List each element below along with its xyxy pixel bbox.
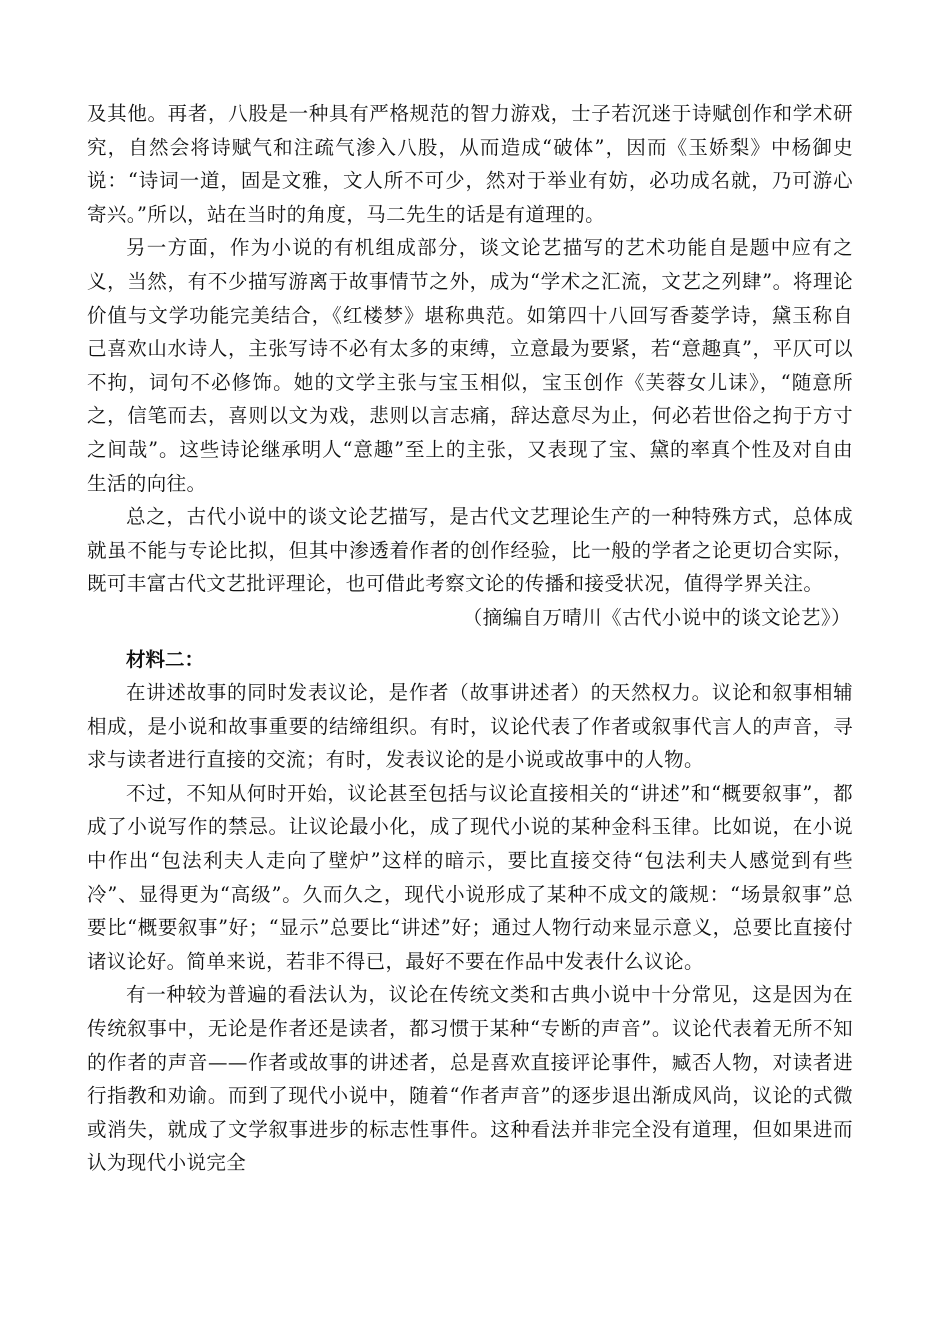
material1-continued-paragraph: 及其他。再者，八股是一种具有严格规范的智力游戏，士子若沉迷于诗赋创作和学术研究，自然会将诗赋气和注疏气渗入八股，从而造成“破体”，因而《玉娇梨》中杨御史说：“诗词一道，固是文雅，文人所不可少，然对于举业有妨，必功成名就，乃可游心寄兴。”所以，站在当时的角度，马二先生的话是有道理的。 — [87, 102, 853, 226]
material1-source-citation: （摘编自万晴川《古代小说中的谈文论艺》） — [462, 605, 851, 629]
document-page — [87, 97, 853, 1180]
material2-paragraph-1: 在讲述故事的同时发表议论，是作者（故事讲述者）的天然权力。议论和叙事相辅相成，是小说和故事重要的结缔组织。有时，议论代表了作者或叙事代言人的声音，寻求与读者进行直接的交流；有时，发表议论的是小说或故事中的人物。 — [87, 681, 853, 772]
material2-heading: 材料二： — [126, 647, 205, 671]
material2-paragraph-3: 有一种较为普遍的看法认为，议论在传统文类和古典小说中十分常见，这是因为在传统叙事中，无论是作者还是读者，都习惯于某种“专断的声音”。议论代表着无所不知的作者的声音——作者或故事的讲述者，总是喜欢直接评论事件，臧否人物，对读者进行指教和劝谕。而到了现代小说中，随着“作者声音”的逐步退出渐成风尚，议论的式微或消失，就成了文学叙事进步的标志性事件。这种看法并非完全没有道理，但如果进而认为现代小说完全 — [87, 983, 853, 1175]
material2-paragraph-2: 不过，不知从何时开始，议论甚至包括与议论直接相关的“讲述”和“概要叙事”，都成了小说写作的禁忌。让议论最小化，成了现代小说的某种金科玉律。比如说，在小说中作出“包法利夫人走向了壁炉”这样的暗示，要比直接交待“包法利夫人感觉到有些冷”、显得更为“高级”。久而久之，现代小说形成了某种不成文的箴规：“场景叙事”总要比“概要叙事”好；“显示”总要比“讲述”好；通过人物行动来显示意义，总要比直接付诸议论好。简单来说，若非不得已，最好不要在作品中发表什么议论。 — [87, 781, 853, 973]
material1-paragraph-3: 总之，古代小说中的谈文论艺描写，是古代文艺理论生产的一种特殊方式，总体成就虽不能与专论比拟，但其中渗透着作者的创作经验，比一般的学者之论更切合实际，既可丰富古代文艺批评理论，也可借此考察文论的传播和接受状况，值得学界关注。 — [87, 505, 853, 596]
material1-paragraph-2: 另一方面，作为小说的有机组成部分，谈文论艺描写的艺术功能自是题中应有之义，当然，有不少描写游离于故事情节之外，成为“学术之汇流，文艺之列肆”。将理论价值与文学功能完美结合，《红楼梦》堪称典范。如第四十八回写香菱学诗，黛玉称自己喜欢山水诗人，主张写诗不必有太多的束缚，立意最为要紧，若“意趣真”，平仄可以不拘，词句不必修饰。她的文学主张与宝玉相似，宝玉创作《芙蓉女儿诔》，“随意所之，信笔而去，喜则以文为戏，悲则以言志痛，辞达意尽为止，何必若世俗之拘于方寸之间哉”。这些诗论继承明人“意趣”至上的主张，又表现了宝、黛的率真个性及对自由生活的向往。 — [87, 236, 853, 495]
